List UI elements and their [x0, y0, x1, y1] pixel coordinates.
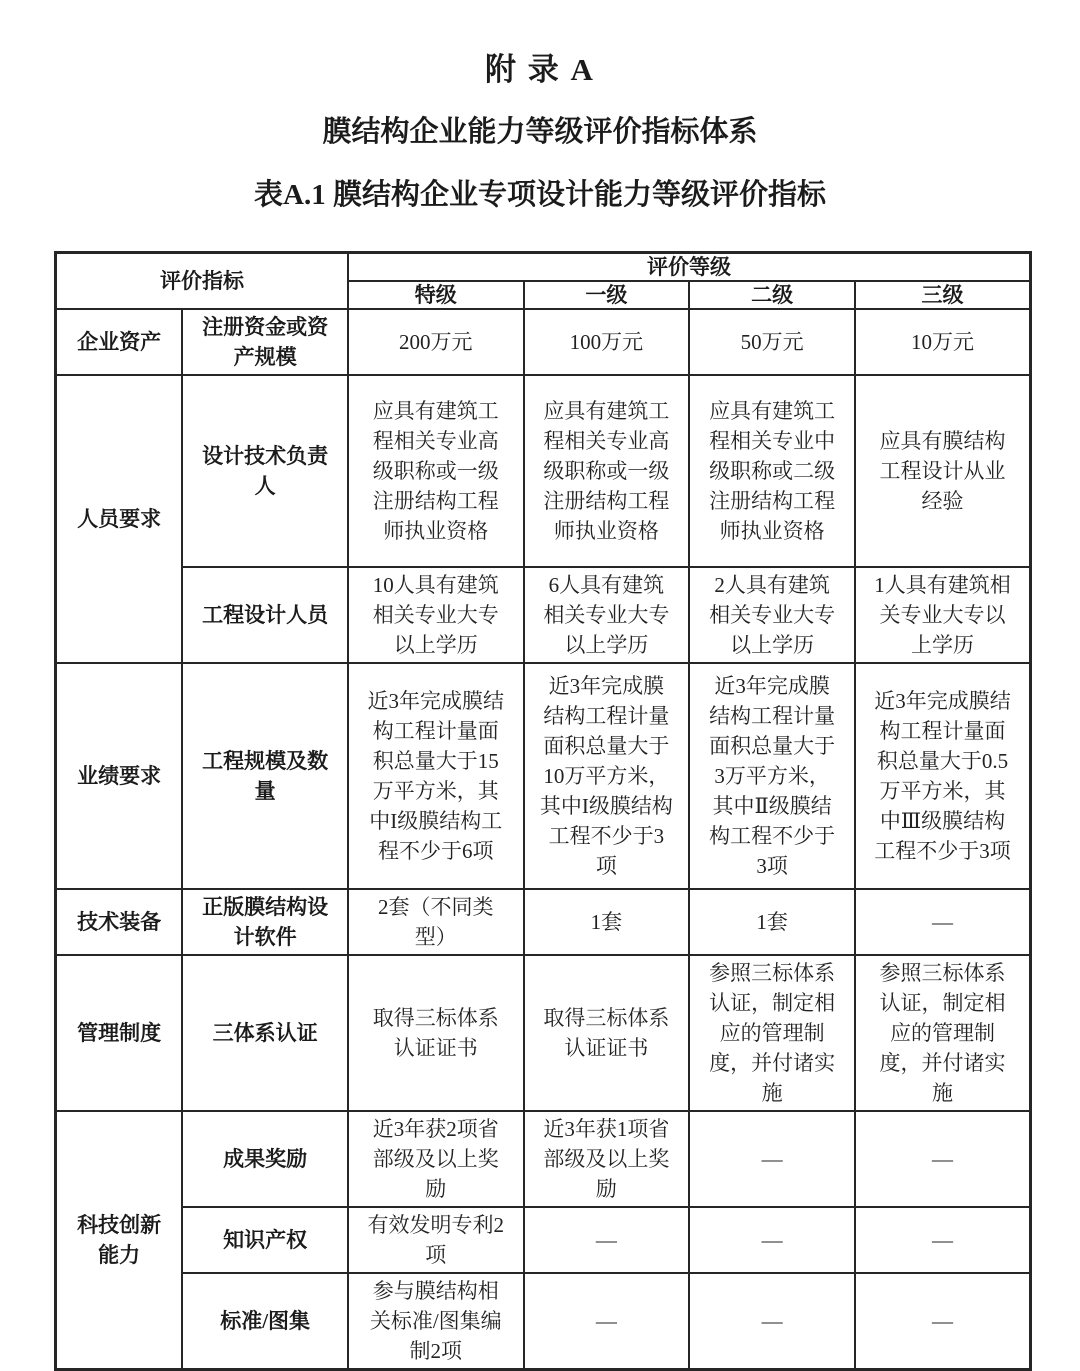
value-cell: 2套（不同类型） — [348, 889, 524, 955]
appendix-title: 附 录 A — [485, 52, 595, 87]
indicator-cell: 知识产权 — [182, 1207, 348, 1273]
value-cell: — — [689, 1273, 855, 1370]
indicator-cell: 设计技术负责人 — [182, 375, 348, 567]
value-cell: 应具有建筑工程相关专业中级职称或二级注册结构工程师执业资格 — [689, 375, 855, 567]
header-row-1 — [56, 253, 1031, 282]
title-block — [0, 44, 1080, 213]
value-cell: 1套 — [689, 889, 855, 955]
value-cell: 取得三标体系认证证书 — [524, 955, 690, 1111]
indicator-cell: 工程设计人员 — [182, 567, 348, 663]
value-cell: — — [855, 1273, 1031, 1370]
table-row — [56, 309, 1031, 375]
header-grade-cell: 特级 — [348, 281, 524, 309]
table-caption: 表A.1 膜结构企业专项设计能力等级评价指标 — [254, 179, 826, 211]
value-cell: 10人具有建筑相关专业大专以上学历 — [348, 567, 524, 663]
table-row — [56, 1273, 1031, 1370]
value-cell: 近3年完成膜结构工程计量面积总量大于3万平方米，其中Ⅱ级膜结构工程不少于3项 — [689, 663, 855, 889]
category-cell: 技术装备 — [56, 889, 183, 955]
value-cell: 10万元 — [855, 309, 1031, 375]
value-cell: — — [524, 1273, 690, 1370]
indicator-cell: 工程规模及数量 — [182, 663, 348, 889]
value-cell: 200万元 — [348, 309, 524, 375]
value-cell: 取得三标体系认证证书 — [348, 955, 524, 1111]
indicator-cell: 三体系认证 — [182, 955, 348, 1111]
value-cell: 1套 — [524, 889, 690, 955]
table-row — [56, 889, 1031, 955]
value-cell: 近3年完成膜结构工程计量面积总量大于10万平方米，其中I级膜结构工程不少于3项 — [524, 663, 690, 889]
value-cell: 50万元 — [689, 309, 855, 375]
value-cell: 参照三标体系认证，制定相应的管理制度，并付诸实施 — [855, 955, 1031, 1111]
value-cell: 1人具有建筑相关专业大专以上学历 — [855, 567, 1031, 663]
indicator-cell: 标准/图集 — [182, 1273, 348, 1370]
indicator-cell: 注册资金或资产规模 — [182, 309, 348, 375]
header-grade-group-cell: 评价等级 — [348, 253, 1031, 282]
indicator-cell: 成果奖励 — [182, 1111, 348, 1207]
value-cell: 参照三标体系认证，制定相应的管理制度，并付诸实施 — [689, 955, 855, 1111]
category-cell: 管理制度 — [56, 955, 183, 1111]
evaluation-table — [54, 251, 1032, 1371]
value-cell: — — [855, 1111, 1031, 1207]
value-cell: 近3年完成膜结构工程计量面积总量大于15万平方米，其中I级膜结构工程不少于6项 — [348, 663, 524, 889]
value-cell: 2人具有建筑相关专业大专以上学历 — [689, 567, 855, 663]
table-header — [56, 253, 1031, 310]
value-cell: 应具有建筑工程相关专业高级职称或一级注册结构工程师执业资格 — [348, 375, 524, 567]
indicator-cell: 正版膜结构设计软件 — [182, 889, 348, 955]
header-grade-cell: 二级 — [689, 281, 855, 309]
table-row — [56, 955, 1031, 1111]
value-cell: 应具有膜结构工程设计从业经验 — [855, 375, 1031, 567]
value-cell: — — [689, 1111, 855, 1207]
value-cell: 参与膜结构相关标准/图集编制2项 — [348, 1273, 524, 1370]
document-title: 膜结构企业能力等级评价指标体系 — [322, 116, 758, 148]
header-grade-cell: 三级 — [855, 281, 1031, 309]
table-row — [56, 1207, 1031, 1273]
value-cell: 近3年获1项省部级及以上奖励 — [524, 1111, 690, 1207]
value-cell: 应具有建筑工程相关专业高级职称或一级注册结构工程师执业资格 — [524, 375, 690, 567]
table-row — [56, 663, 1031, 889]
value-cell: 有效发明专利2项 — [348, 1207, 524, 1273]
value-cell: 100万元 — [524, 309, 690, 375]
table-row — [56, 567, 1031, 663]
category-cell: 人员要求 — [56, 375, 183, 663]
value-cell: 6人具有建筑相关专业大专以上学历 — [524, 567, 690, 663]
table-row — [56, 1111, 1031, 1207]
value-cell: 近3年完成膜结构工程计量面积总量大于0.5万平方米，其中Ⅲ级膜结构工程不少于3项 — [855, 663, 1031, 889]
table-row — [56, 375, 1031, 567]
value-cell: 近3年获2项省部级及以上奖励 — [348, 1111, 524, 1207]
table-body — [56, 309, 1031, 1370]
value-cell: — — [855, 889, 1031, 955]
category-cell: 企业资产 — [56, 309, 183, 375]
header-grade-cell: 一级 — [524, 281, 690, 309]
category-cell: 科技创新能力 — [56, 1111, 183, 1370]
value-cell: — — [524, 1207, 690, 1273]
header-indicator-cell: 评价指标 — [56, 253, 349, 310]
category-cell: 业绩要求 — [56, 663, 183, 889]
value-cell: — — [689, 1207, 855, 1273]
value-cell: — — [855, 1207, 1031, 1273]
